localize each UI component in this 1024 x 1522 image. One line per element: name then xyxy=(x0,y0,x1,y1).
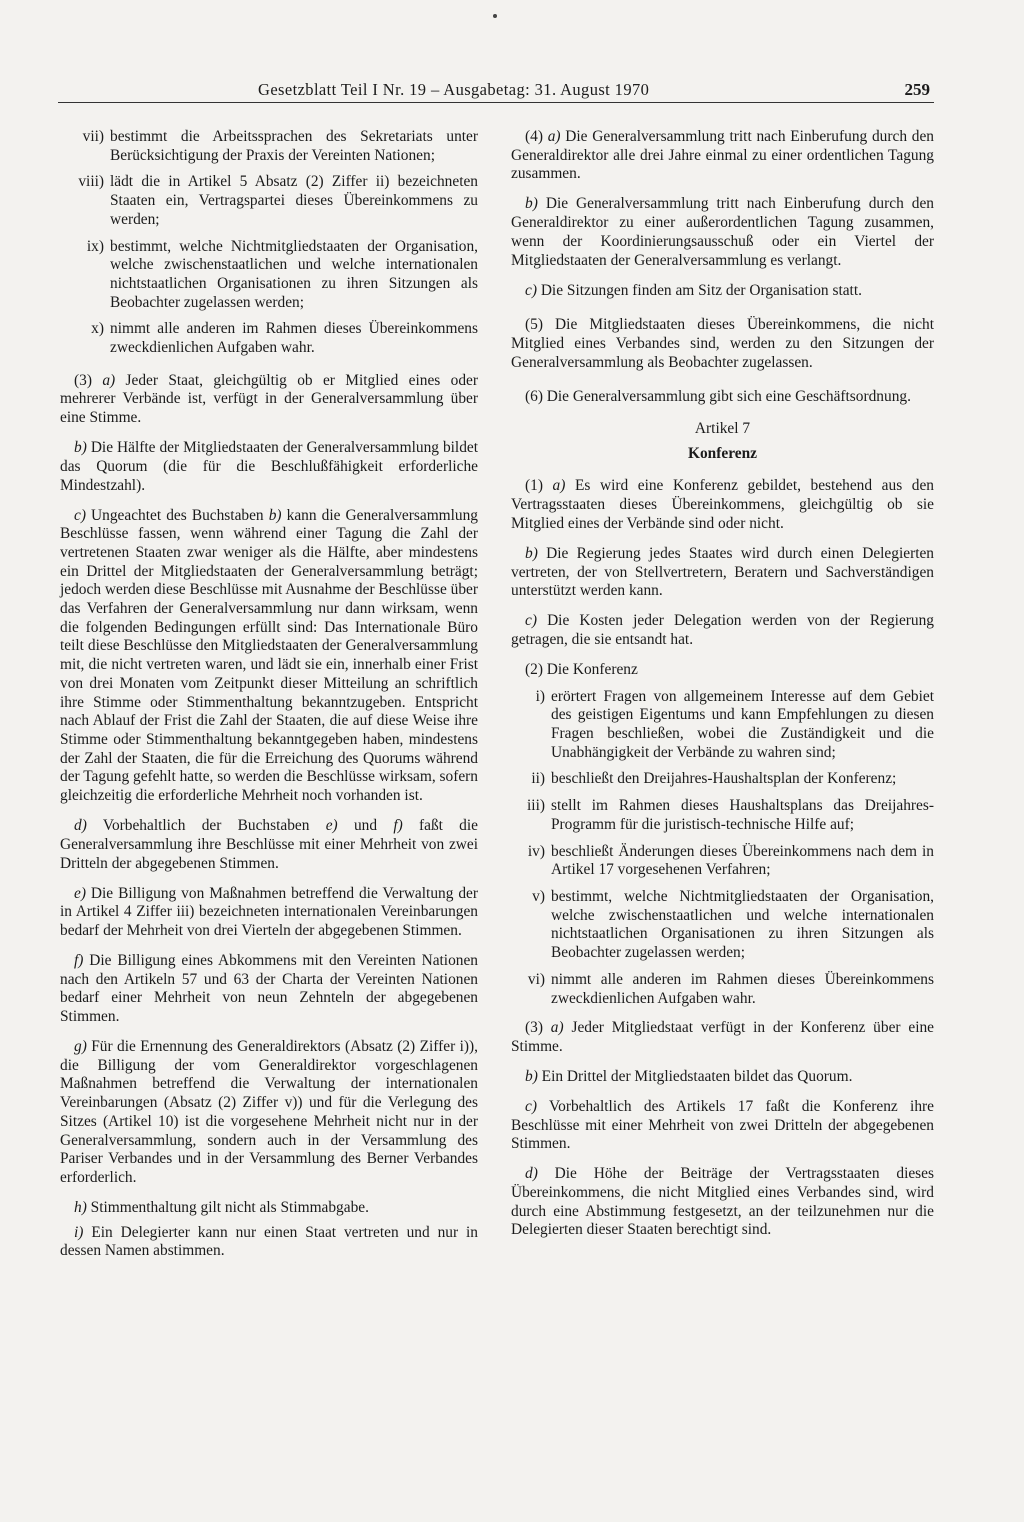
paragraph-text: Es wird eine Konferenz gebildet, bestehend aus den Vertragsstaaten dieses Übereinkommens, gleichgültig ob sie Mitglied eines der Verbände sind oder nicht. xyxy=(511,477,934,532)
item-text: stellt im Rahmen dieses Haushaltsplans das Dreijahres-Programm für die juristisch-technische Hilfe auf; xyxy=(551,797,934,833)
list-item xyxy=(511,888,934,963)
list-item xyxy=(511,688,934,763)
item-text: beschließt Änderungen dieses Übereinkommens nach dem in Artikel 17 vorgesehenen Verfahren; xyxy=(551,842,934,879)
item-text: erörtert Fragen von allgemeinem Interesse auf dem Gebiet des geistigen Eigentums und kann Empfehlungen zu diesen Fragen beschließen, wobei die Zuständigkeit und die Unabhängigkeit der Verbände zu wahren sind; xyxy=(551,687,934,761)
letter-label: a) xyxy=(547,128,561,145)
item-number: iii) xyxy=(527,797,545,815)
letter-label: f) xyxy=(74,951,84,969)
paragraph-k1b xyxy=(511,545,934,601)
paragraph-3i xyxy=(60,1224,478,1261)
letter-label: c) xyxy=(525,281,537,299)
letter-label: a) xyxy=(552,477,566,495)
item-number: vii) xyxy=(82,128,104,145)
letter-label: b) xyxy=(525,1067,538,1085)
letter-label: i) xyxy=(74,1223,84,1241)
letter-reference: e) xyxy=(325,817,338,835)
paragraph-3e xyxy=(60,885,478,941)
list-item xyxy=(511,770,934,789)
page-header xyxy=(58,80,934,103)
letter-label: b) xyxy=(525,195,538,213)
item-number: iv) xyxy=(527,842,545,860)
paragraph-k1c xyxy=(511,612,934,649)
paragraph-text: Vorbehaltlich des Artikels 17 faßt die Konferenz ihre Beschlüsse mit einer Mehrheit von zwei Dritteln der abgegebenen Stimmen. xyxy=(511,1097,934,1153)
item-number: x) xyxy=(91,320,104,338)
item-text: bestimmt, welche Nichtmitgliedstaaten der Organisation, welche zwischenstaatlichen und welche internationalen nichtstaatlichen Organisationen zu ihren Sitzungen als Beobachter zugelassen werden; xyxy=(551,887,934,962)
letter-label: c) xyxy=(74,506,86,524)
paragraph-k3d xyxy=(511,1165,934,1240)
paragraph-k2-intro: (2) Die Konferenz xyxy=(525,660,638,678)
paragraph-text: Die Billigung von Maßnahmen betreffend die Verwaltung der in Artikel 4 Ziffer iii) bezeichneten internationalen Vereinbarungen bedarf der Mehrheit von drei Vierteln der abgegebenen Stimmen. xyxy=(60,884,478,939)
item-text: beschließt den Dreijahres-Haushaltsplan der Konferenz; xyxy=(551,770,897,788)
list-item xyxy=(511,797,934,834)
letter-label: d) xyxy=(525,1165,538,1183)
paragraph-3g xyxy=(60,1038,478,1188)
list-item xyxy=(60,128,478,165)
item-text: nimmt alle anderen im Rahmen dieses Übereinkommens zweckdienlichen Aufgaben wahr. xyxy=(551,970,934,1007)
left-item-list xyxy=(60,128,478,358)
paragraph-3h xyxy=(60,1199,478,1218)
paragraph-text: kann die Generalversammlung Beschlüsse fassen, wenn während einer Tagung die Zahl der vertretenen Staaten zwar weniger als die Hälfte, aber mindestens ein Drittel der Mitgliedstaaten der Generalversammlung beträgt; jedoch werden diese Beschlüsse mit Ausnahme der Beschlüsse über das Verfahren der Generalversammlung nur dann wirksam, wenn die folgenden Bedingungen erfüllt sind: Das Internationale Büro teilt diese Beschlüsse den Mitgliedstaaten der Generalversammlung mit, die nicht vertreten waren, und lädt sie ein, innerhalb einer Frist von drei Monaten vom Zeitpunkt dieser Mitteilung an schriftlich ihre Stimme oder Stimmenthaltung bekanntzugeben. Entspricht nach Ablauf der Frist die Zahl der Staaten, die auf diese Weise ihre Stimme oder Stimmenthaltung bekanntgegeben haben, mindestens der Zahl der Staaten, die für die Erreichung des Quorums während der Tagung gefehlt hatte, so werden die Beschlüsse wirksam, sofern gleichzeitig die erforderliche Mehrheit noch vorhanden ist. xyxy=(60,506,479,805)
paragraph-5: (5) Die Mitgliedstaaten dieses Übereinkommens, die nicht Mitglied eines Verbandes sind, werden zu den Sitzungen der Generalversammlung als Beobachter zugelassen. xyxy=(511,316,934,371)
list-item xyxy=(60,238,478,313)
item-number: viii) xyxy=(78,173,104,191)
paragraph-k3b xyxy=(511,1068,934,1087)
paragraph-text: und xyxy=(337,817,394,835)
paragraph-text: Die Hälfte der Mitgliedstaaten der Generalversammlung bildet das Quorum (die für die Beschlußfähigkeit erforderliche Mindestzahl). xyxy=(60,439,478,494)
list-item xyxy=(511,971,934,1008)
paragraph-text: Stimmenthaltung gilt nicht als Stimmabgabe. xyxy=(86,1198,369,1216)
letter-label: b) xyxy=(74,439,87,457)
page-number: 259 xyxy=(904,80,930,99)
paragraph-3a xyxy=(60,372,478,428)
paragraph-text: Die Sitzungen finden am Sitz der Organisation statt. xyxy=(536,281,862,299)
item-text: bestimmt, welche Nichtmitgliedstaaten der Organisation, welche zwischenstaatlichen und welche internationalen nichtstaatlichen Organisationen zu ihren Sitzungen als Beobachter zugelassen werden; xyxy=(110,237,478,311)
paragraph-text: Ungeachtet des Buchstaben xyxy=(85,506,269,524)
item-number: vi) xyxy=(527,970,545,988)
letter-label: a) xyxy=(102,371,116,389)
paragraph-text: faßt die Generalversammlung ihre Beschlüsse mit einer Mehrheit von zwei Dritteln der abgegebenen Stimmen. xyxy=(60,817,478,872)
letter-label: h) xyxy=(74,1198,87,1216)
paragraph-3d xyxy=(60,817,478,873)
letter-label: c) xyxy=(525,612,537,630)
paragraph-k3a xyxy=(511,1019,934,1056)
letter-label: c) xyxy=(525,1097,537,1115)
paragraph-k3c xyxy=(511,1098,934,1154)
letter-label: e) xyxy=(74,884,86,902)
letter-reference: b) xyxy=(268,506,282,524)
paragraph-prefix: (1) xyxy=(525,477,553,495)
paragraph-text: Jeder Staat, gleichgültig ob er Mitglied eines oder mehrerer Verbände ist, verfügt in der Generalversammlung über eine Stimme. xyxy=(60,371,478,427)
right-item-list xyxy=(511,688,934,1009)
letter-reference: f) xyxy=(393,817,403,835)
paragraph-4c xyxy=(511,282,934,301)
article-title: Konferenz xyxy=(688,444,757,462)
item-number: i) xyxy=(535,687,545,705)
list-item xyxy=(511,843,934,880)
article-label: Artikel 7 xyxy=(694,420,751,438)
paragraph-prefix: (3) xyxy=(525,1019,551,1037)
item-number: ii) xyxy=(531,770,545,788)
paragraph-text: Vorbehaltlich der Buchstaben xyxy=(86,817,326,835)
paragraph-6: (6) Die Generalversammlung gibt sich eine Geschäftsordnung. xyxy=(525,388,911,406)
left-column xyxy=(60,128,478,1272)
item-text: lädt die in Artikel 5 Absatz (2) Ziffer ii) bezeichneten Staaten ein, Vertragspartei dieses Übereinkommens zu werden; xyxy=(110,173,478,228)
letter-label: g) xyxy=(74,1038,87,1056)
item-text: nimmt alle anderen im Rahmen dieses Übereinkommens zweckdienlichen Aufgaben wahr. xyxy=(110,320,478,357)
paragraph-4b xyxy=(511,195,934,270)
list-item xyxy=(60,320,478,357)
paragraph-text: Die Höhe der Beiträge der Vertragsstaaten dieses Übereinkommens, die nicht Mitglied eines Verbandes sind, wird durch eine Abstimmung festgesetzt, an der teilzunehmen nur die Delegierten dieser Staaten berechtigt sind. xyxy=(511,1165,934,1239)
item-text: bestimmt die Arbeitssprachen des Sekretariats unter Berücksichtigung der Praxis der Vereinten Nationen; xyxy=(110,128,478,164)
header-title: Gesetzblatt Teil I Nr. 19 – Ausgabetag: 31. August 1970 xyxy=(258,80,650,99)
paragraph-3c xyxy=(60,507,478,806)
print-speck xyxy=(493,14,497,18)
right-column xyxy=(511,128,934,1251)
paragraph-prefix: (4) xyxy=(525,128,548,145)
paragraph-text: Die Kosten jeder Delegation werden von der Regierung getragen, die sie entsandt hat. xyxy=(511,612,934,648)
paragraph-4a xyxy=(511,128,934,184)
paragraph-3b xyxy=(60,439,478,495)
paragraph-3f xyxy=(60,952,478,1027)
letter-label: d) xyxy=(74,817,87,835)
paragraph-text: Die Generalversammlung tritt nach Einberufung durch den Generaldirektor zu einer außerordentlichen Tagung zusammen, wenn der Koordinierungsausschuß oder ein Viertel der Mitgliedstaaten der Generalversammlung es verlangt. xyxy=(511,195,934,269)
paragraph-text: Jeder Mitgliedstaat verfügt in der Konferenz über eine Stimme. xyxy=(511,1019,935,1055)
paragraph-text: Für die Ernennung des Generaldirektors (Absatz (2) Ziffer i)), die Billigung der vom Generaldirektor vorgeschlagenen Maßnahmen betreffend die Verwaltung der internationalen Vereinbarungen (Absatz (2) Ziffer v)) und für die Verlegung des Sitzes (Artikel 10) ist die vorgesehene Mehrheit nicht nur in der Generalversammlung, sondern auch in der Versammlung des Pariser Verbandes und in der Versammlung des Berner Verbandes erforderlich. xyxy=(60,1038,478,1186)
item-number: ix) xyxy=(86,237,104,255)
item-number: v) xyxy=(532,887,545,905)
paragraph-text: Die Billigung eines Abkommens mit den Vereinten Nationen nach den Artikeln 57 und 63 der Charta der Vereinten Nationen bedarf einer Mehrheit von neun Zehnteln der abgegebenen Stimmen. xyxy=(60,951,478,1026)
paragraph-k1a xyxy=(511,477,934,533)
paragraph-text: Die Generalversammlung tritt nach Einberufung durch den Generaldirektor alle drei Jahre einmal zu einer ordentlichen Tagung zusammen. xyxy=(511,128,934,183)
paragraph-prefix: (3) xyxy=(74,371,103,389)
paragraph-text: Die Regierung jedes Staates wird durch einen Delegierten vertreten, der von Stellvertretern, Beratern und Sachverständigen unterstützt werden kann. xyxy=(511,544,934,600)
paragraph-text: Ein Drittel der Mitgliedstaaten bildet das Quorum. xyxy=(537,1067,853,1085)
paragraph-text: Ein Delegierter kann nur einen Staat vertreten und nur in dessen Namen abstimmen. xyxy=(60,1223,478,1260)
letter-label: a) xyxy=(550,1019,564,1037)
letter-label: b) xyxy=(525,544,538,562)
list-item xyxy=(60,173,478,229)
